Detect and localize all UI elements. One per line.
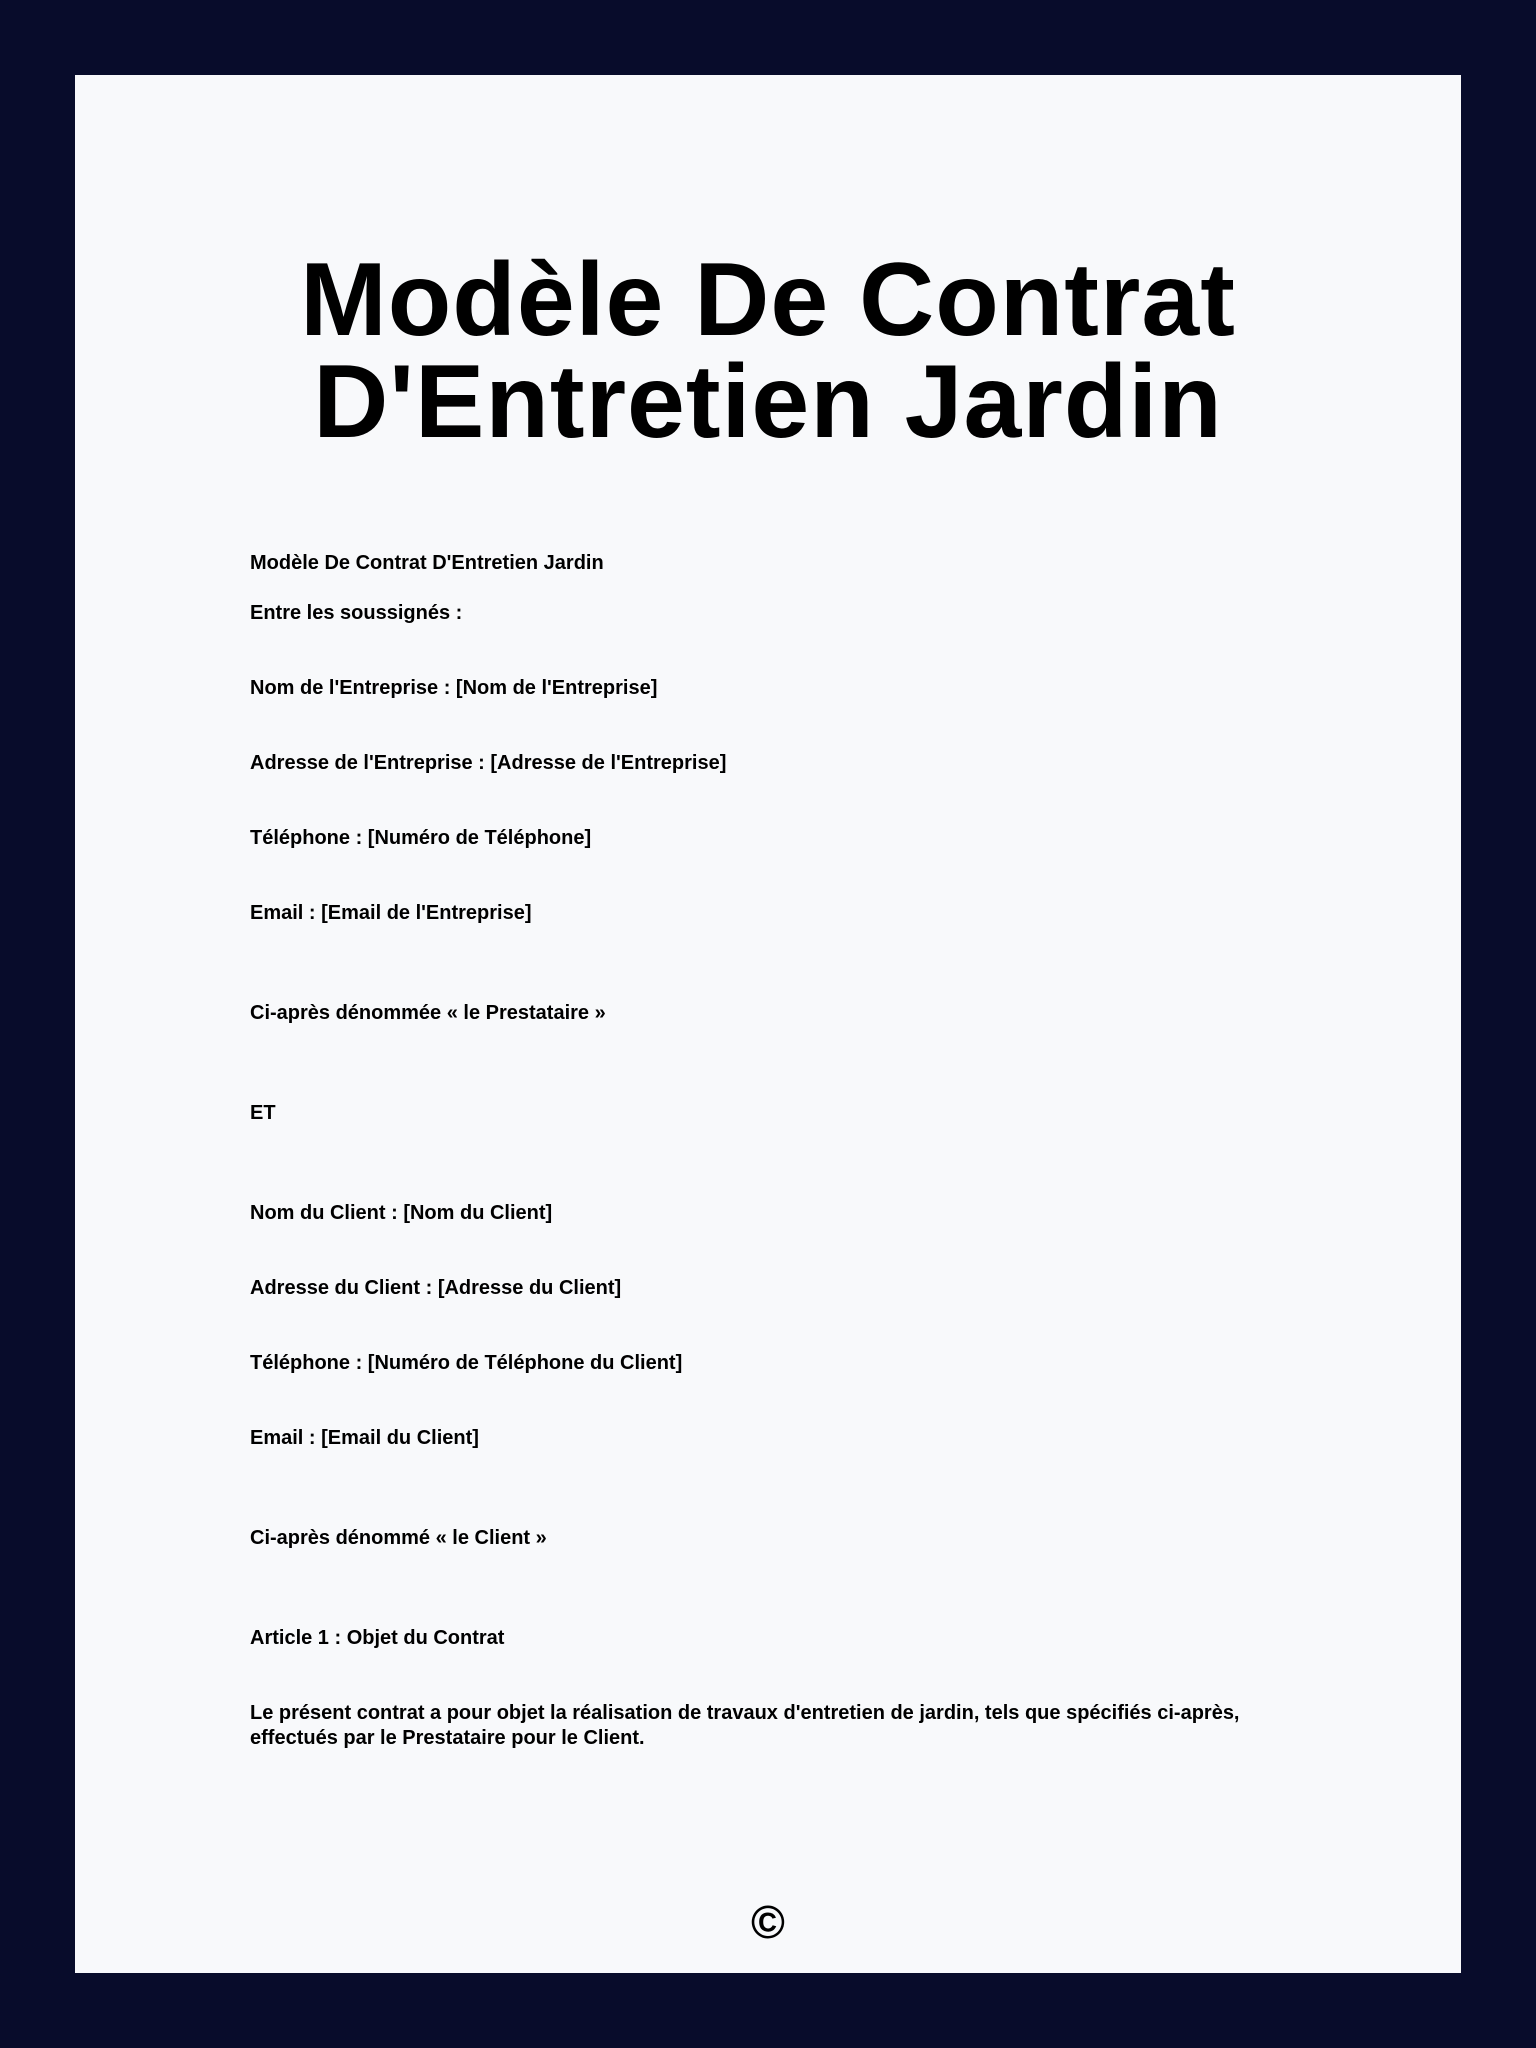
provider-name: Nom de l'Entreprise : [Nom de l'Entreprise] (250, 677, 658, 699)
page-title: Modèle De Contrat D'Entretien Jardin (300, 242, 1236, 460)
client-name: Nom du Client : [Nom du Client] (250, 1202, 553, 1224)
conjunction-text: ET (250, 1102, 276, 1124)
client-phone: Téléphone : [Numéro de Téléphone du Client] (250, 1352, 683, 1374)
provider-email: Email : [Email de l'Entreprise] (250, 902, 532, 924)
document-page (75, 75, 1461, 1973)
provider-address: Adresse de l'Entreprise : [Adresse de l'Entreprise] (250, 752, 727, 774)
intro-text: Entre les soussignés : (250, 602, 463, 624)
client-address: Adresse du Client : [Adresse du Client] (250, 1277, 622, 1299)
document-subtitle: Modèle De Contrat D'Entretien Jardin (250, 552, 604, 574)
provider-designation: Ci-après dénommée « le Prestataire » (250, 1002, 606, 1024)
article-1-heading: Article 1 : Objet du Contrat (250, 1627, 505, 1649)
article-1-body: Le présent contrat a pour objet la réalisation de travaux d'entretien de jardin, tels que spécifiés ci-après, effectués par le Prestataire pour le Client. (250, 1702, 1240, 1749)
copyright-icon: © (751, 1896, 785, 1948)
client-designation: Ci-après dénommé « le Client » (250, 1527, 547, 1549)
provider-phone: Téléphone : [Numéro de Téléphone] (250, 827, 592, 849)
client-email: Email : [Email du Client] (250, 1427, 479, 1449)
